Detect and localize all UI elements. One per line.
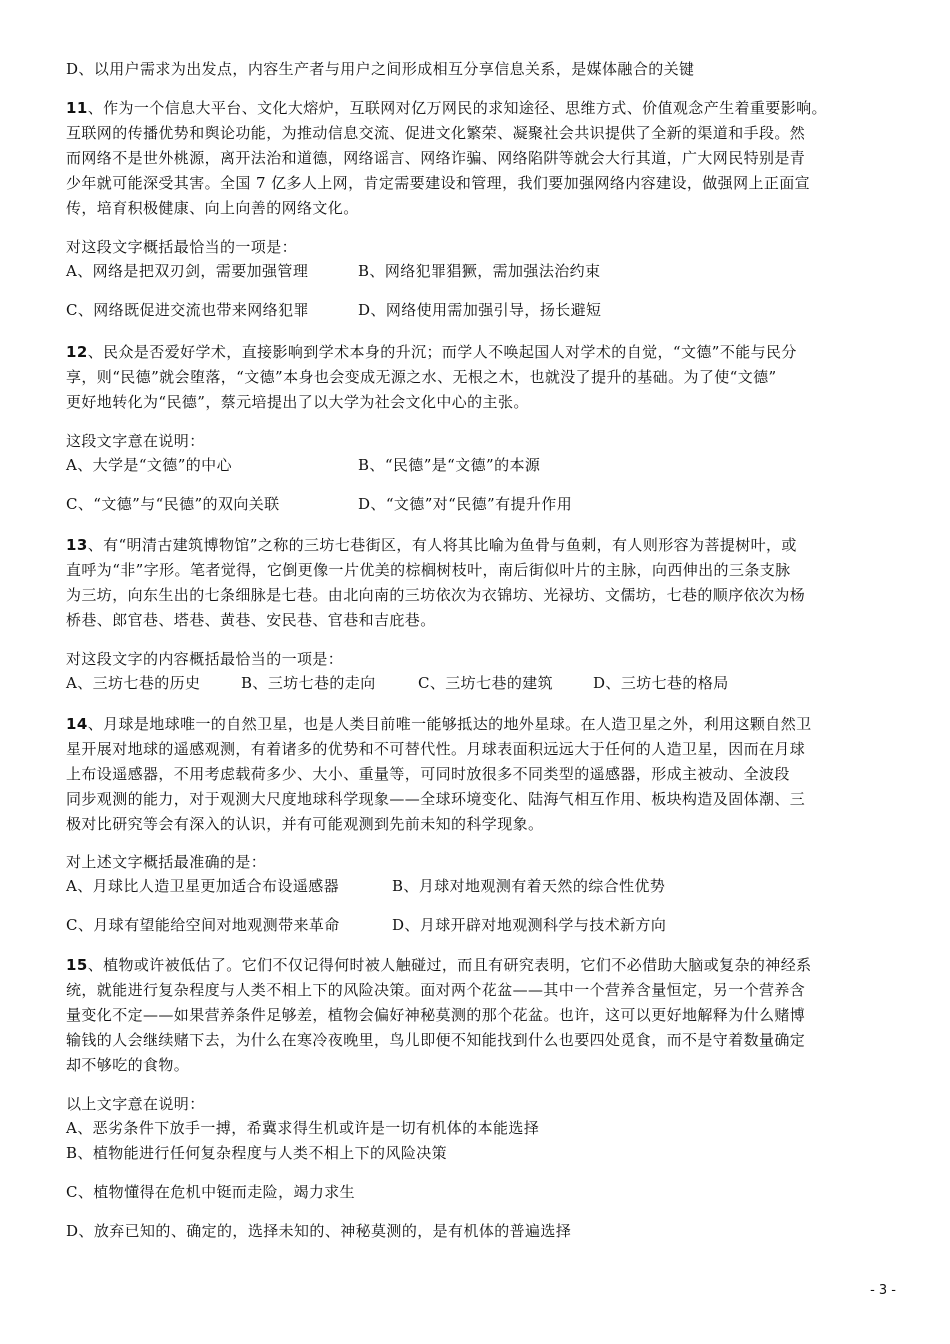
q13-option-b: B、三坊七巷的走向 bbox=[241, 674, 376, 692]
q11-line-3: 而网络不是世外桃源，离开法治和道德，网络谣言、网络诈骗、网络陷阱等就会大行其道，广大网民特别是青 bbox=[66, 149, 806, 167]
q15-option-a: A、恶劣条件下放手一搏，希冀求得生机或许是一切有机体的本能选择 bbox=[66, 1119, 540, 1137]
q14-text-1: 、月球是地球唯一的自然卫星，也是人类目前唯一能够抵达的地外星球。在人造卫星之外，利用这颗自然卫 bbox=[87, 715, 812, 733]
q15-line-2: 统，就能进行复杂程度与人类不相上下的风险决策。面对两个花盆——其中一个营养含量恒定，另一个营养含 bbox=[66, 981, 806, 999]
q12-line-1 bbox=[66, 342, 886, 362]
q11-line-1 bbox=[66, 98, 886, 118]
q11-option-b: B、网络犯罪猖獗，需加强法治约束 bbox=[358, 262, 601, 280]
q11-number: 11 bbox=[66, 99, 88, 117]
q11-option-d: D、网络使用需加强引导，扬长避短 bbox=[358, 301, 602, 319]
q10-option-d: D、以用户需求为出发点，内容生产者与用户之间形成相互分享信息关系，是媒体融合的关键 bbox=[66, 60, 695, 78]
q13-line-1 bbox=[66, 535, 886, 555]
q11-option-a: A、网络是把双刃剑，需要加强管理 bbox=[66, 262, 309, 280]
q14-option-b: B、月球对地观测有着天然的综合性优势 bbox=[392, 877, 666, 895]
q14-line-5: 极对比研究等会有深入的认识，并有可能观测到先前未知的科学现象。 bbox=[66, 815, 544, 833]
q11-option-c: C、网络既促进交流也带来网络犯罪 bbox=[66, 301, 309, 319]
page-number: - 3 - bbox=[870, 1283, 896, 1298]
q12-option-a: A、大学是“文德”的中心 bbox=[66, 456, 232, 474]
q11-prompt: 对这段文字概括最恰当的一项是： bbox=[66, 238, 298, 256]
q14-line-1 bbox=[66, 714, 886, 734]
q15-prompt: 以上文字意在说明： bbox=[66, 1095, 205, 1113]
q13-line-4: 桥巷、郎官巷、塔巷、黄巷、安民巷、官巷和吉庇巷。 bbox=[66, 611, 436, 629]
q12-option-d: D、“文德”对“民德”有提升作用 bbox=[358, 495, 573, 513]
q13-text-1: 、有“明清古建筑博物馆”之称的三坊七巷街区，有人将其比喻为鱼骨与鱼刺，有人则形容为菩提树叶，或 bbox=[87, 536, 797, 554]
q15-line-3: 量变化不定——如果营养条件足够差，植物会偏好神秘莫测的那个花盆。也许，这可以更好地解释为什么赌博 bbox=[66, 1006, 806, 1024]
q15-line-5: 却不够吃的食物。 bbox=[66, 1056, 190, 1074]
q11-line-4: 少年就可能深受其害。全国 7 亿多人上网，肯定需要建设和管理，我们要加强网络内容建设，做强网上正面宣 bbox=[66, 174, 811, 192]
q14-number: 14 bbox=[66, 715, 88, 733]
q15-line-1 bbox=[66, 955, 886, 975]
q12-prompt: 这段文字意在说明： bbox=[66, 432, 205, 450]
q12-option-b: B、“民德”是“文德”的本源 bbox=[358, 456, 541, 474]
q13-line-2: 直呼为“非”字形。笔者觉得，它倒更像一片优美的棕榈树枝叶，南后街似叶片的主脉，向西伸出的三条支脉 bbox=[66, 561, 791, 579]
q12-line-2: 享，则“民德”就会堕落，“文德”本身也会变成无源之水、无根之木，也就没了提升的基础。为了使“文德” bbox=[66, 368, 777, 386]
q14-option-d: D、月球开辟对地观测科学与技术新方向 bbox=[392, 916, 667, 934]
q14-line-3: 上布设遥感器，不用考虑载荷多少、大小、重量等，可同时放很多不同类型的遥感器，形成主被动、全波段 bbox=[66, 765, 790, 783]
q13-line-3: 为三坊，向东生出的七条细脉是七巷。由北向南的三坊依次为衣锦坊、光禄坊、文儒坊，七巷的顺序依次为杨 bbox=[66, 586, 806, 604]
q14-line-2: 星开展对地球的遥感观测，有着诸多的优势和不可替代性。月球表面积远远大于任何的人造卫星，因而在月球 bbox=[66, 740, 806, 758]
q12-number: 12 bbox=[66, 343, 88, 361]
q13-option-c: C、三坊七巷的建筑 bbox=[418, 674, 554, 692]
q12-line-3: 更好地转化为“民德”，蔡元培提出了以大学为社会文化中心的主张。 bbox=[66, 393, 529, 411]
q14-line-4: 同步观测的能力，对于观测大尺度地球科学现象——全球环境变化、陆海气相互作用、板块构造及固体潮、三 bbox=[66, 790, 806, 808]
q12-option-c: C、“文德”与“民德”的双向关联 bbox=[66, 495, 280, 513]
q13-option-a: A、三坊七巷的历史 bbox=[66, 674, 201, 692]
q15-line-4: 输钱的人会继续赌下去，为什么在寒冷夜晚里，鸟儿即便不知能找到什么也要四处觅食，而不是守着数量确定 bbox=[66, 1031, 806, 1049]
q13-number: 13 bbox=[66, 536, 88, 554]
q14-option-a: A、月球比人造卫星更加适合布设遥感器 bbox=[66, 877, 340, 895]
q15-text-1: 、植物或许被低估了。它们不仅记得何时被人触碰过，而且有研究表明，它们不必借助大脑或复杂的神经系 bbox=[87, 956, 812, 974]
q13-prompt: 对这段文字的内容概括最恰当的一项是： bbox=[66, 650, 344, 668]
q11-line-2: 互联网的传播优势和舆论功能，为推动信息交流、促进文化繁荣、凝聚社会共识提供了全新的渠道和手段。然 bbox=[66, 124, 806, 142]
q11-text-1: 、作为一个信息大平台、文化大熔炉，互联网对亿万网民的求知途径、思维方式、价值观念产生着重要影响。 bbox=[87, 99, 827, 117]
q15-number: 15 bbox=[66, 956, 88, 974]
q13-option-d: D、三坊七巷的格局 bbox=[593, 674, 729, 692]
q15-option-c: C、植物懂得在危机中铤而走险，竭力求生 bbox=[66, 1183, 356, 1201]
q15-option-d: D、放弃已知的、确定的，选择未知的、神秘莫测的，是有机体的普遍选择 bbox=[66, 1222, 572, 1240]
q15-option-b: B、植物能进行任何复杂程度与人类不相上下的风险决策 bbox=[66, 1144, 448, 1162]
q12-text-1: 、民众是否爱好学术，直接影响到学术本身的升沉；而学人不唤起国人对学术的自觉，“文德”不能与民分 bbox=[87, 343, 797, 361]
q11-line-5: 传，培育积极健康、向上向善的网络文化。 bbox=[66, 199, 359, 217]
q14-prompt: 对上述文字概括最准确的是： bbox=[66, 853, 267, 871]
q14-option-c: C、月球有望能给空间对地观测带来革命 bbox=[66, 916, 340, 934]
